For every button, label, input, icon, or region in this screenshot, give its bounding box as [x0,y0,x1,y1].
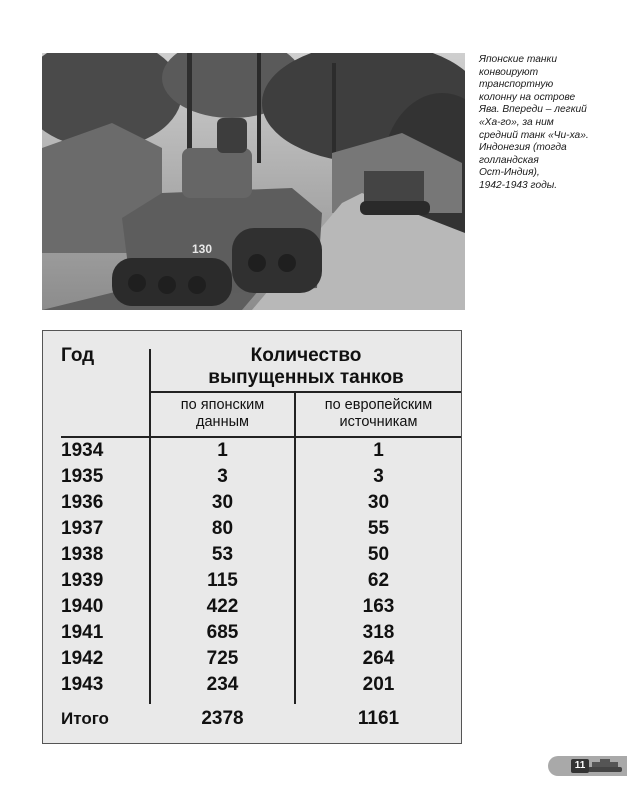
year-cell: 1934 [61,440,104,461]
european-value-cell: 318 [362,622,395,643]
year-cell: 1936 [61,492,104,513]
year-cell: 1940 [61,596,104,617]
european-value-cell: 264 [362,648,395,669]
japanese-value-cell: 3 [217,466,228,487]
year-cell: 1937 [61,518,104,539]
year-cell: 1939 [61,570,104,591]
page-number: 11 [571,759,589,773]
japanese-value-cell: 422 [206,596,239,617]
european-value-cell: 30 [367,492,390,513]
japanese-value-cell: 725 [206,648,239,669]
year-cell: 1938 [61,544,104,565]
european-value-cell: 1 [373,440,384,461]
header-year: Год [61,345,95,366]
european-value-cell: 163 [362,596,395,617]
japanese-value-cell: 80 [211,518,234,539]
year-cell: 1942 [61,648,104,669]
year-cell: 1943 [61,674,104,695]
european-value-cell: 201 [362,674,395,695]
header-quantity: Количество выпущенных танков [208,345,404,388]
table-row [43,542,461,568]
year-cell: 1941 [61,622,104,643]
total-japanese-cell: 2378 [201,708,244,729]
table-row [43,464,461,490]
japanese-value-cell: 1 [217,440,228,461]
tank-production-table [42,330,462,744]
japanese-value-cell: 234 [206,674,239,695]
table-row [43,646,461,672]
european-value-cell: 62 [367,570,390,591]
table-row [43,568,461,594]
tank-photo-illustration [42,53,465,310]
european-value-cell: 55 [367,518,390,539]
table-row [43,490,461,516]
table-row [43,620,461,646]
total-european-cell: 1161 [357,708,400,729]
european-value-cell: 50 [367,544,390,565]
year-cell: 1935 [61,466,104,487]
japanese-value-cell: 685 [206,622,239,643]
tank-number-label: 130 [192,242,213,256]
table-row [43,438,461,464]
table-row [43,672,461,698]
tank-photo [42,53,465,310]
header-japanese-data: по японским данным [180,397,265,430]
photo-caption: Японские танки конвоируют транспортную колонну на острове Ява. Впереди – легкий «Ха-го», за ним средний танк «Чи-ха». Индонезия (тогда голландская Ост-Индия), 1942-1943 годы. [479,54,589,191]
japanese-value-cell: 30 [211,492,234,513]
divider-header-main [149,391,461,393]
table-row [43,594,461,620]
total-row [43,706,461,732]
european-value-cell: 3 [373,466,384,487]
japanese-value-cell: 53 [211,544,234,565]
table-row [43,516,461,542]
total-label: Итого [61,709,109,728]
japanese-value-cell: 115 [207,570,238,591]
header-european-sources: по европейским источникам [324,397,433,430]
